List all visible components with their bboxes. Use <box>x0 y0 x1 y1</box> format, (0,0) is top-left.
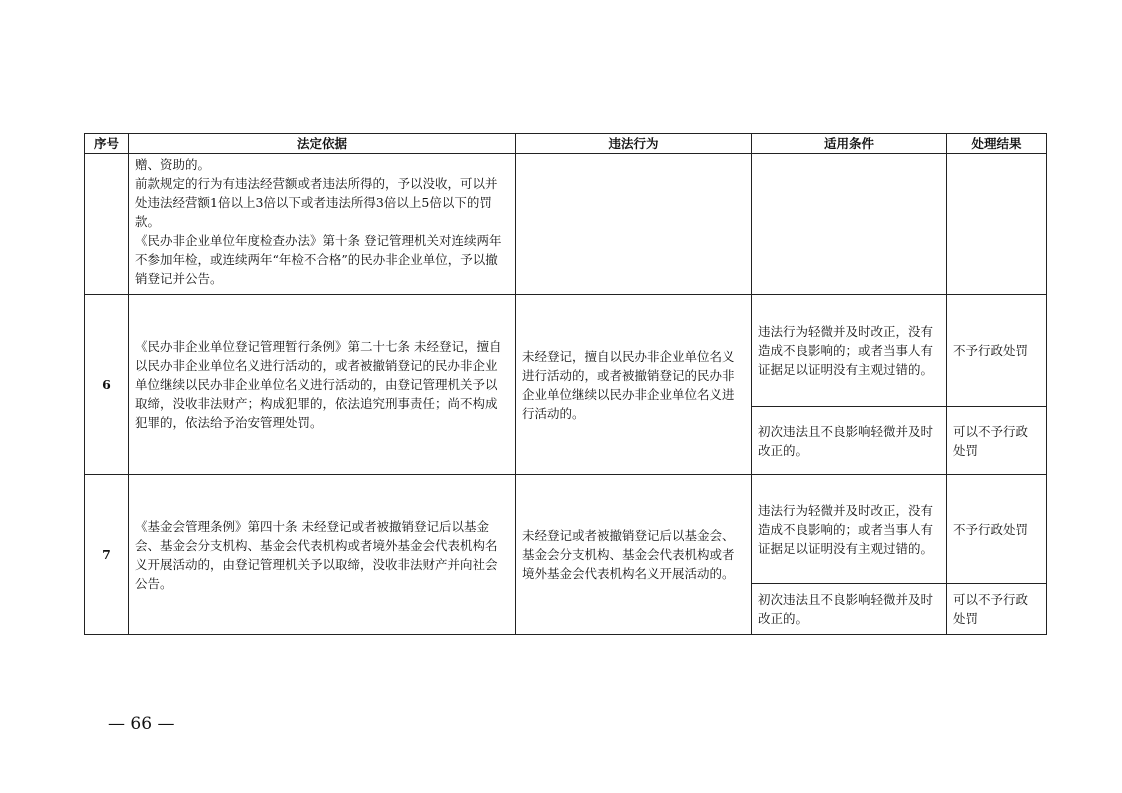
row6-result-1: 不予行政处罚 <box>947 295 1047 407</box>
row7-result-2: 可以不予行政处罚 <box>947 584 1047 635</box>
penalty-table <box>84 133 1047 635</box>
row6-result-2: 可以不予行政处罚 <box>947 407 1047 475</box>
table-row-continuation <box>85 154 1047 295</box>
cont-basis-para-3: 《民办非企业单位年度检查办法》第十条 登记管理机关对连续两年不参加年检，或连续两年“年检不合格”的民办非企业单位，予以撤销登记并公告。 <box>135 233 502 286</box>
cont-basis-para-1: 赠、资助的。 <box>135 157 211 172</box>
header-condition: 适用条件 <box>752 134 947 154</box>
cont-seq-cell <box>85 154 129 295</box>
row7-condition-1: 违法行为轻微并及时改正，没有造成不良影响的；或者当事人有证据足以证明没有主观过错的。 <box>752 475 947 584</box>
row6-act: 未经登记，擅自以民办非企业单位名义进行活动的，或者被撤销登记的民办非企业单位继续以民办非企业单位名义进行活动的。 <box>516 295 752 475</box>
row6-condition-1: 违法行为轻微并及时改正，没有造成不良影响的；或者当事人有证据足以证明没有主观过错的。 <box>752 295 947 407</box>
row6-seq: 6 <box>85 295 129 475</box>
cont-basis-cell <box>129 154 516 295</box>
row7-condition-2: 初次违法且不良影响轻微并及时改正的。 <box>752 584 947 635</box>
row6-basis: 《民办非企业单位登记管理暂行条例》第二十七条 未经登记，擅自以民办非企业单位名义进行活动的，或者被撤销登记的民办非企业单位继续以民办非企业单位名义进行活动的，由登记管理机关予以取缔，没收非法财产；构成犯罪的，依法追究刑事责任；尚不构成犯罪的，依法给予治安管理处罚。 <box>129 295 516 475</box>
page-number: — 66 — <box>108 714 175 734</box>
cont-condition-cell <box>752 154 947 295</box>
header-seq: 序号 <box>85 134 129 154</box>
header-result: 处理结果 <box>947 134 1047 154</box>
cont-result-cell <box>947 154 1047 295</box>
row7-seq: 7 <box>85 475 129 635</box>
row7-basis: 《基金会管理条例》第四十条 未经登记或者被撤销登记后以基金会、基金会分支机构、基金会代表机构或者境外基金会代表机构名义开展活动的，由登记管理机关予以取缔，没收非法财产并向社会公告。 <box>129 475 516 635</box>
table-row-6 <box>85 295 1047 407</box>
cont-basis-para-2: 前款规定的行为有违法经营额或者违法所得的，予以没收，可以并处违法经营额1倍以上3倍以下或者违法所得3倍以上5倍以下的罚款。 <box>135 176 498 229</box>
row6-condition-2: 初次违法且不良影响轻微并及时改正的。 <box>752 407 947 475</box>
header-row <box>85 134 1047 154</box>
header-act: 违法行为 <box>516 134 752 154</box>
row7-result-1: 不予行政处罚 <box>947 475 1047 584</box>
row7-act: 未经登记或者被撤销登记后以基金会、基金会分支机构、基金会代表机构或者境外基金会代表机构名义开展活动的。 <box>516 475 752 635</box>
cont-act-cell <box>516 154 752 295</box>
header-basis: 法定依据 <box>129 134 516 154</box>
table-row-7 <box>85 475 1047 584</box>
